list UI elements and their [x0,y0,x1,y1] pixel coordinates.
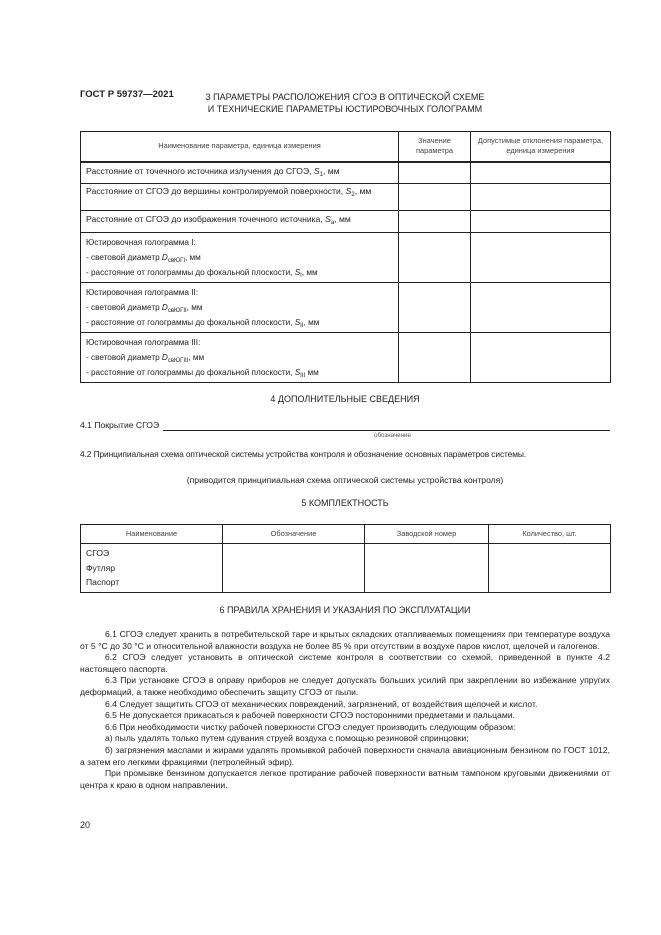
schematic-note: (приводится принципиальная схема оптической системы устройства контроля) [186,475,504,485]
coating-field-line [163,420,610,431]
item-name: СГОЭ [86,548,110,558]
row-label: Расстояние от СГОЭ до вершины контролируемой поверхности, [86,186,346,196]
paragraph: При промывке бензином допускается легкое протирание рабочей поверхности ватным тампоном круговыми движениями от центра к краю в одном направлении. [80,768,610,790]
hologram-row-1 [81,233,611,283]
schematic-paragraph: 4.2 Принципиальная схема оптической системы устройства контроля и обозначение основных параметров системы. [80,449,527,459]
distance-label: - расстояние от голограммы до фокальной плоскости, [86,368,295,377]
hologram-name: Юстировочная голограмма I: [86,238,196,247]
symbol: D [161,353,168,362]
symbol: D [161,253,168,262]
col-header: Обозначение [223,525,365,544]
standard-header: ГОСТ Р 59737—2021 [80,89,174,100]
unit: , мм [354,186,372,196]
symbol: D [161,303,168,312]
symbol-sub: II [300,323,304,329]
paragraph: 6.4 Следует защитить СГОЭ от механических повреждений, загрязнений, от воздействия щелочей и кислот. [105,698,538,709]
col-header: Наименование [81,525,223,544]
paragraph: 6.5 Не допускается прикасаться к рабочей поверхности СГОЭ посторонними предметами и пальцами. [105,710,515,721]
paragraph: а) пыль удалять только путем сдувания струей воздуха с помощью резиновой спринцовки; [105,733,469,744]
paragraph: 6.2 СГОЭ следует установить в оптической системе контроля в соответствии со схемой, приведенной в пункте 4.2 настоящего паспорта. [80,652,610,674]
coating-row [80,419,610,431]
unit: мм [305,368,319,377]
symbol: S [313,165,320,176]
paragraph: б) загрязнения маслами и жирами удалять промывкой рабочей поверхности сначала авиационным бензином по ГОСТ 1012, а затем его легкими фракциями (петролейный эфир). [80,744,610,767]
distance-label: - расстояние от голограммы до фокальной плоскости, [86,318,295,327]
col-header: Количество, шт. [489,525,611,544]
item-name: Паспорт [86,577,120,587]
symbol: S [294,318,301,327]
symbol-sub: 1 [319,171,323,178]
section-6-body [80,629,610,791]
unit: , мм [303,318,320,327]
section-5-title: 5 КОМПЛЕКТНОСТЬ [301,498,389,508]
unit: , мм [322,165,340,176]
completeness-table [80,524,611,593]
hologram-name: Юстировочная голограмма III: [86,338,201,347]
document-body [80,131,610,891]
distance-label: - расстояние от голограммы до фокальной плоскости, [86,268,295,277]
symbol-sub: свЮГIII [167,358,189,364]
coating-caption: обозначение [374,432,411,439]
section-3-title [185,91,505,115]
table-row [81,211,611,233]
paragraph: 6.3 При установке СГОЭ в оправу приборов не следует допускать больших усилий при закреплении во избежание упругих деформаций, а также необходимо обеспечить защиту СГОЭ от пыли. [80,675,610,697]
hologram-row-2 [81,283,611,333]
table-row [81,184,611,211]
unit: , мм [301,268,318,277]
hologram-name: Юстировочная голограмма II: [86,288,199,297]
page-number: 20 [80,820,91,831]
symbol: S [294,368,301,377]
section-3-title-line2: И ТЕХНИЧЕСКИЕ ПАРАМЕТРЫ ЮСТИРОВОЧНЫХ ГОЛОГРАММ [207,104,483,114]
col-header-name: Наименование параметра, единица измерения [81,132,399,162]
symbol-sub: a [330,220,335,226]
symbol-sub: III [300,373,306,379]
row-label: Расстояние от СГОЭ до изображения точечного источника, [86,214,326,224]
col-header-tolerance: Допустимые отклонения параметра, единица измерения [471,132,611,162]
unit: , мм [334,214,351,224]
symbol-sub: свЮГII [167,308,187,314]
diameter-label: - световой диаметр [86,253,162,262]
symbol: S [294,268,301,277]
unit: , мм [186,303,203,312]
symbol: S [345,186,352,196]
row-label: Расстояние от точечного источника излучения до СГОЭ, [86,165,314,176]
item-name: Футляр [86,562,116,573]
diameter-label: - световой диаметр [86,353,162,362]
section-4-title: 4 ДОПОЛНИТЕЛЬНЫЕ СВЕДЕНИЯ [270,394,420,404]
symbol-sub: свЮГI [167,258,185,264]
hologram-row-3 [81,333,611,383]
paragraph: 6.1 СГОЭ следует хранить в потребительской таре и крытых складских отапливаемых помещениях при температуре воздуха от 5 °С до 30 °С и относительной влажности воздуха не более 85 % при отсутствии в воздухе паров кислот, щелочей и галогенов. [80,629,610,651]
section-3-title-line1: 3 ПАРАМЕТРЫ РАСПОЛОЖЕНИЯ СГОЭ В ОПТИЧЕСКОЙ СХЕМЕ [205,92,485,102]
symbol: S [325,214,331,224]
col-header-value: Значение параметра [399,132,471,162]
symbol-sub: 2 [351,192,355,198]
col-header: Заводской номер [365,525,489,544]
diameter-label: - световой диаметр [86,303,162,312]
unit: , мм [188,353,205,362]
section-6-title: 6 ПРАВИЛА ХРАНЕНИЯ И УКАЗАНИЯ ПО ЭКСПЛУАТАЦИИ [219,605,471,615]
coating-label: 4.1 Покрытие СГОЭ [80,420,160,430]
paragraph: 6.6 При необходимости чистку рабочей поверхности СГОЭ следует производить следующим образом: [105,721,516,732]
parameters-table [80,131,611,383]
unit: , мм [185,253,201,262]
table-row [81,162,611,184]
symbol-sub: I [300,273,302,279]
